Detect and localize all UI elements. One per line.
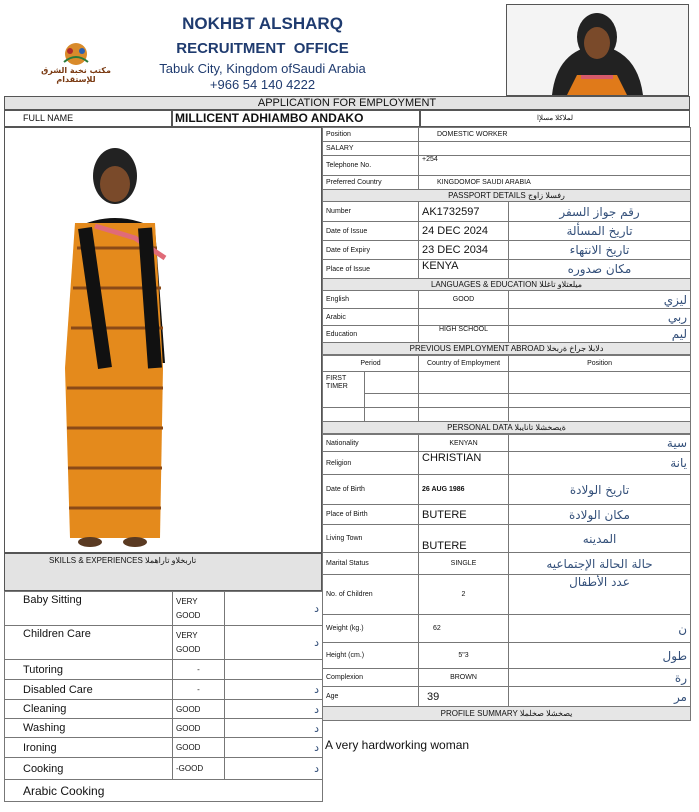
passport-row bbox=[323, 202, 691, 222]
skill-level: VERY GOOD bbox=[173, 626, 225, 660]
field-label: Marital Status bbox=[323, 553, 419, 575]
skill-row bbox=[5, 660, 323, 680]
skill-arabic: د bbox=[225, 626, 323, 660]
skill-row bbox=[5, 719, 323, 738]
field-value bbox=[419, 309, 509, 326]
field-label: Living Town bbox=[323, 525, 419, 553]
skill-level: VERY GOOD bbox=[173, 592, 225, 626]
logo-text: مكتب نخبة الشرق للإستقدام bbox=[41, 66, 111, 84]
profile-section-title: PROFILE SUMMARY يصخشلا صخلملا bbox=[323, 707, 691, 721]
field-value: BUTERE bbox=[419, 525, 509, 553]
field-arabic: طول bbox=[509, 643, 691, 669]
field-label: Date of Birth bbox=[323, 475, 419, 505]
field-label: Place of Issue bbox=[323, 260, 419, 279]
col-country: Country of Employment bbox=[419, 356, 509, 372]
field-value: 62 bbox=[419, 615, 509, 643]
field-label: Education bbox=[323, 326, 419, 343]
field-arabic: مر bbox=[509, 687, 691, 707]
skill-arabic: د bbox=[225, 700, 323, 719]
field-value: BROWN bbox=[419, 669, 509, 687]
personal-row bbox=[323, 553, 691, 575]
field-arabic: عدد الأطفال bbox=[509, 575, 691, 615]
skill-arabic: د bbox=[225, 719, 323, 738]
field-value: HIGH SCHOOL bbox=[419, 326, 509, 343]
personal-row bbox=[323, 615, 691, 643]
skill-name: Children Care bbox=[5, 626, 173, 660]
profile-summary-text: A very hardworking woman bbox=[325, 738, 470, 752]
field-label: SALARY bbox=[323, 142, 419, 156]
field-arabic: ليم bbox=[509, 326, 691, 343]
company-name: NOKHBT ALSHARQ bbox=[182, 14, 343, 33]
logo bbox=[30, 40, 122, 88]
skill-level: GOOD bbox=[173, 700, 225, 719]
language-row bbox=[323, 309, 691, 326]
company-address: Tabuk City, Kingdom ofSaudi Arabia bbox=[159, 61, 366, 76]
personal-row bbox=[323, 452, 691, 475]
field-arabic: سية bbox=[509, 435, 691, 452]
field-label: English bbox=[323, 291, 419, 309]
employment-table bbox=[322, 355, 691, 434]
field-value: KENYA bbox=[419, 260, 509, 279]
company-phone: +966 54 140 4222 bbox=[209, 77, 316, 92]
skill-arabic: د bbox=[225, 592, 323, 626]
skill-arabic: د bbox=[225, 680, 323, 700]
skills-section-title bbox=[4, 553, 322, 591]
skill-level: GOOD bbox=[173, 719, 225, 738]
skill-name: Cooking bbox=[5, 758, 173, 780]
skill-arabic: د bbox=[225, 738, 323, 758]
field-label: Religion bbox=[323, 452, 419, 475]
skills-title-text: SKILLS & EXPERIENCES تاربخلاو تاراهملا bbox=[49, 556, 197, 565]
field-value: GOOD bbox=[419, 291, 509, 309]
passport-row bbox=[323, 241, 691, 260]
field-label: Date of Issue bbox=[323, 222, 419, 241]
passport-row bbox=[323, 222, 691, 241]
field-arabic: رة bbox=[509, 669, 691, 687]
skill-name: Arabic Cooking bbox=[5, 780, 323, 802]
skill-level: - bbox=[173, 680, 225, 700]
skill-level: - bbox=[173, 660, 225, 680]
field-value: 24 DEC 2024 bbox=[419, 222, 509, 241]
full-name-value: MILLICENT ADHIAMBO ANDAKO bbox=[172, 110, 420, 127]
skill-row bbox=[5, 700, 323, 719]
skill-name: Ironing bbox=[5, 738, 173, 758]
field-label: Arabic bbox=[323, 309, 419, 326]
field-label: Age bbox=[323, 687, 419, 707]
top-fields-table bbox=[322, 127, 691, 355]
field-arabic: يانة bbox=[509, 452, 691, 475]
field-value: KINGDOMOF SAUDI ARABIA bbox=[419, 176, 691, 190]
field-label: Date of Expiry bbox=[323, 241, 419, 260]
field-arabic: تاريخ الولادة bbox=[509, 475, 691, 505]
field-value: KENYAN bbox=[419, 435, 509, 452]
full-name-label: FULL NAME bbox=[4, 110, 172, 127]
field-value: 23 DEC 2034 bbox=[419, 241, 509, 260]
skill-row bbox=[5, 592, 323, 626]
personal-row bbox=[323, 505, 691, 525]
field-value: DOMESTIC WORKER bbox=[419, 128, 691, 142]
field-label: Complexion bbox=[323, 669, 419, 687]
skill-name: Disabled Care bbox=[5, 680, 173, 700]
field-label: Place of Birth bbox=[323, 505, 419, 525]
field-arabic: تاريخ الانتهاء bbox=[509, 241, 691, 260]
field-value: +254 bbox=[419, 156, 691, 176]
field-value bbox=[419, 142, 691, 156]
field-label: Number bbox=[323, 202, 419, 222]
personal-row bbox=[323, 475, 691, 505]
field-value: 26 AUG 1986 bbox=[419, 475, 509, 505]
skills-table bbox=[4, 591, 323, 802]
first-timer: FIRST TIMER bbox=[323, 372, 365, 394]
field-value: 5"3 bbox=[419, 643, 509, 669]
passport-section-title: PASSPORT DETAILS رفسلا زاوج bbox=[323, 190, 691, 202]
field-arabic: ليزي bbox=[509, 291, 691, 309]
office-name: RECRUITMENT OFFICE bbox=[176, 40, 349, 57]
field-label: Position bbox=[323, 128, 419, 142]
field-value: CHRISTIAN bbox=[419, 452, 509, 475]
skill-row bbox=[5, 680, 323, 700]
employment-section-title: PREVIOUS EMPLOYMENT ABROAD دلابلا جراخ ةربخلا bbox=[323, 343, 691, 355]
field-label: No. of Children bbox=[323, 575, 419, 615]
language-row bbox=[323, 291, 691, 309]
preferred-country-row bbox=[323, 176, 691, 190]
personal-row bbox=[323, 435, 691, 452]
field-arabic: ن bbox=[509, 615, 691, 643]
application-title: APPLICATION FOR EMPLOYMENT bbox=[4, 96, 690, 110]
field-value: SINGLE bbox=[419, 553, 509, 575]
col-position: Position bbox=[509, 356, 691, 372]
skill-name: Cleaning bbox=[5, 700, 173, 719]
personal-row bbox=[323, 525, 691, 553]
field-arabic: رقم جواز السفر bbox=[509, 202, 691, 222]
personal-row bbox=[323, 575, 691, 615]
field-arabic: مكان صدوره bbox=[509, 260, 691, 279]
skill-level: GOOD bbox=[173, 738, 225, 758]
skill-row bbox=[5, 780, 323, 802]
personal-row bbox=[323, 669, 691, 687]
field-label: Telephone No. bbox=[323, 156, 419, 176]
language-row bbox=[323, 326, 691, 343]
telephone-row bbox=[323, 156, 691, 176]
skill-name: Tutoring bbox=[5, 660, 173, 680]
headshot-photo bbox=[506, 4, 689, 96]
field-arabic: تاريخ المسألة bbox=[509, 222, 691, 241]
field-label: Nationality bbox=[323, 435, 419, 452]
passport-row bbox=[323, 260, 691, 279]
field-label: Weight (kg.) bbox=[323, 615, 419, 643]
position-row bbox=[323, 128, 691, 142]
field-arabic: المدينه bbox=[509, 525, 691, 553]
skill-row bbox=[5, 626, 323, 660]
languages-section-title: LANGUAGES & EDUCATION ميلعتلاو تاغللا bbox=[323, 279, 691, 291]
personal-table bbox=[322, 434, 691, 721]
skill-row bbox=[5, 738, 323, 758]
field-value: 2 bbox=[419, 575, 509, 615]
salary-row bbox=[323, 142, 691, 156]
skill-arabic bbox=[225, 660, 323, 680]
skill-arabic: د bbox=[225, 758, 323, 780]
field-value: 39 bbox=[419, 687, 509, 707]
field-arabic: ربي bbox=[509, 309, 691, 326]
skill-row bbox=[5, 758, 323, 780]
col-period: Period bbox=[323, 356, 419, 372]
field-arabic: حالة الحالة الإجتماعيه bbox=[509, 553, 691, 575]
field-label: Preferred Country bbox=[323, 176, 419, 190]
full-body-photo bbox=[4, 127, 322, 553]
personal-row bbox=[323, 643, 691, 669]
field-value: AK1732597 bbox=[419, 202, 509, 222]
personal-section-title: PERSONAL DATA ةيصخشلا تانايبلا bbox=[323, 422, 691, 434]
skill-name: Washing bbox=[5, 719, 173, 738]
field-label: Height (cm.) bbox=[323, 643, 419, 669]
field-arabic: مكان الولادة bbox=[509, 505, 691, 525]
full-name-arabic: لملاكلا مسلإا bbox=[420, 110, 690, 127]
field-value: BUTERE bbox=[419, 505, 509, 525]
skill-level: -GOOD bbox=[173, 758, 225, 780]
personal-row bbox=[323, 687, 691, 707]
skill-name: Baby Sitting bbox=[5, 592, 173, 626]
